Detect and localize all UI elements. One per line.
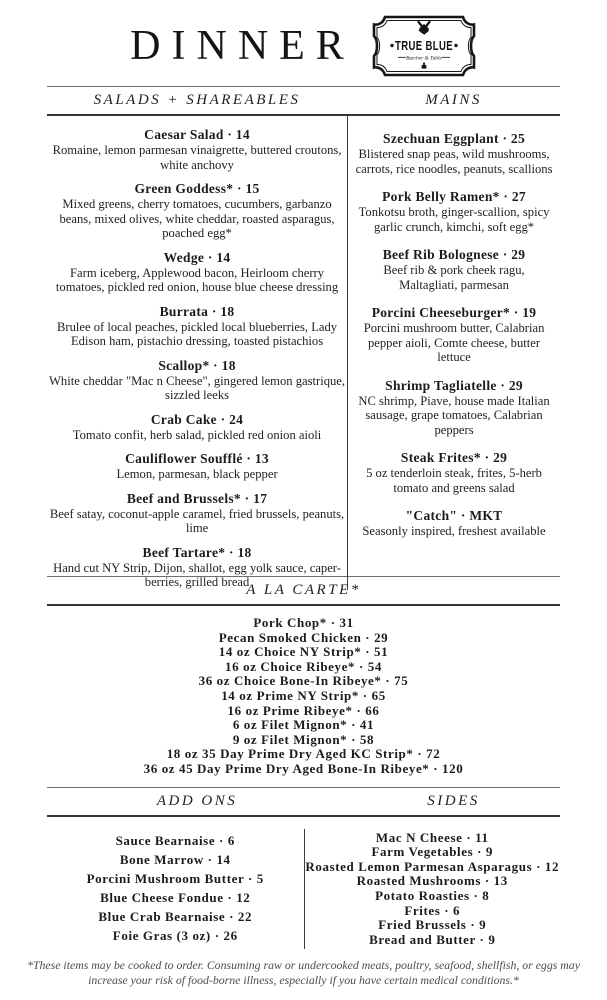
logo-name: TRUE BLUE	[394, 39, 453, 53]
menu-item	[47, 250, 347, 295]
top-section-heading-band	[47, 86, 560, 116]
menu-item-title: Beef Rib Bolognese · 29	[382, 247, 526, 262]
menu-item-description: NC shrimp, Piave, house made Italian sausage, grape tomatoes, Calabrian peppers	[358, 393, 550, 437]
alacarte-heading: A LA CARTE*	[246, 582, 361, 598]
footer-disclaimer-line-2: increase your risk of food-borne illness, especially if you have certain medical conditions.*	[88, 972, 519, 987]
bottom-section-heading-band	[47, 787, 560, 817]
menu-item-description: Tonkotsu broth, ginger-scallion, spicy garlic crunch, kimchi, soft egg*	[358, 205, 550, 234]
menu-item	[47, 412, 347, 443]
menu-item-description: Beef satay, coconut-apple caramel, fried brussels, peanuts, lime	[49, 506, 345, 535]
menu-item-title: Szechuan Eggplant · 25	[383, 131, 526, 146]
menu-item	[348, 508, 560, 539]
sides-column	[304, 829, 561, 949]
menu-item	[348, 450, 560, 495]
alacarte-item: 16 oz Choice Ribeye* · 54	[225, 658, 382, 674]
crossed-cleavers-icon	[415, 19, 433, 35]
menu-item-description: Tomato confit, herb salad, pickled red onion aioli	[72, 427, 322, 442]
menu-item-description: Blistered snap peas, wild mushrooms, carrots, rice noodles, peanuts, scallions	[355, 147, 553, 176]
menu-item-title: Scallop* · 18	[158, 357, 236, 373]
side-item: Bread and Butter · 9	[369, 931, 496, 947]
alacarte-list	[0, 606, 607, 787]
side-item: Roasted Mushrooms · 13	[356, 873, 508, 889]
salads-column	[47, 116, 347, 590]
menu-item	[47, 358, 347, 403]
menu-item-description: Seasonly inspired, freshest available	[362, 524, 546, 538]
menu-item-description: Lemon, parmesan, black pepper	[116, 467, 278, 481]
logo-tagline: Butcher & Table	[405, 55, 442, 62]
menu-item-title: Caesar Salad · 14	[144, 127, 250, 142]
true-blue-logo	[371, 14, 477, 78]
addon-item: Blue Cheese Fondue · 12	[100, 889, 251, 905]
menu-item	[47, 304, 347, 349]
footer-disclaimer	[0, 958, 607, 988]
menu-item-description: Hand cut NY Strip, Dijon, shallot, egg yolk sauce, caper-berries, grilled bread	[53, 560, 341, 589]
addon-item: Bone Marrow · 14	[119, 851, 231, 867]
addons-heading: ADD ONS	[156, 792, 238, 809]
alacarte-item: Pecan Smoked Chicken · 29	[218, 629, 389, 645]
menu-item-title: Beef Tartare* · 18	[142, 544, 252, 560]
menu-item-description: White cheddar "Mac n Cheese", gingered lemon gastrique, sizzled leeks	[49, 373, 346, 402]
menu-item	[348, 247, 560, 292]
logo-ornament-icon	[421, 63, 426, 69]
menu-item-description: Brulee of local peaches, pickled local blueberries, Lady Edison ham, pistachio dressing, toasted pistachios	[57, 319, 338, 348]
menu-item	[47, 491, 347, 536]
alacarte-item: 9 oz Filet Mignon* · 58	[232, 731, 375, 747]
alacarte-item: Pork Chop* · 31	[253, 615, 354, 630]
alacarte-item: 16 oz Prime Ribeye* · 66	[227, 702, 380, 718]
menu-item-description: 5 oz tenderloin steak, frites, 5-herb tomato and greens salad	[366, 466, 542, 495]
addon-item: Foie Gras (3 oz) · 26	[112, 927, 238, 943]
mains-heading: MAINS	[425, 92, 482, 108]
menu-item-title: Beef and Brussels* · 17	[126, 490, 268, 506]
salads-shareables-heading: SALADS + SHAREABLES	[93, 92, 301, 108]
menu-item-title: Steak Frites* · 29	[400, 450, 508, 465]
side-item: Frites · 6	[404, 902, 461, 918]
menu-item-title: Porcini Cheeseburger* · 19	[371, 305, 537, 320]
menu-item-title: Shrimp Tagliatelle · 29	[385, 377, 523, 393]
menu-item-title: "Catch" · MKT	[405, 508, 503, 523]
menu-item-title: Cauliflower Soufflé · 13	[125, 451, 269, 466]
side-item: Potato Roasties · 8	[375, 887, 490, 903]
addon-item: Porcini Mushroom Butter · 5	[86, 870, 264, 886]
menu-item	[348, 131, 560, 176]
alacarte-item: 18 oz 35 Day Prime Dry Aged KC Strip* · 72	[166, 746, 441, 762]
menu-item-description: Farm iceberg, Applewood bacon, Heirloom cherry tomatoes, pickled red onion, house blue cheese dressing	[55, 265, 339, 294]
bottom-menu-columns	[47, 817, 560, 949]
side-item: Farm Vegetables · 9	[371, 844, 494, 860]
side-item: Roasted Lemon Parmesan Asparagus · 12	[305, 858, 560, 874]
side-item: Fried Brussels · 9	[378, 917, 487, 933]
footer-disclaimer-line-1: *These items may be cooked to order. Consuming raw or undercooked meats, poultry, seafood, shellfish, or eggs may	[27, 957, 580, 972]
alacarte-item: 6 oz Filet Mignon* · 41	[232, 717, 375, 733]
page-title: DINNER	[130, 23, 355, 69]
alacarte-item: 14 oz Prime NY Strip* · 65	[221, 687, 386, 703]
menu-item-title: Wedge · 14	[163, 249, 231, 265]
alacarte-item: 36 oz 45 Day Prime Dry Aged Bone-In Ribeye* · 120	[143, 760, 464, 776]
menu-item	[348, 189, 560, 234]
menu-item-description: Porcini mushroom butter, Calabrian pepper aioli, Comte cheese, butter lettuce	[363, 321, 545, 364]
menu-item-title: Green Goddess* · 15	[134, 181, 260, 196]
menu-item	[47, 127, 347, 172]
mains-column	[347, 116, 560, 590]
menu-item	[47, 451, 347, 482]
addons-column	[47, 829, 304, 949]
menu-item	[348, 378, 560, 438]
addon-item: Sauce Bearnaise · 6	[115, 832, 235, 848]
sides-heading: SIDES	[427, 792, 480, 809]
alacarte-item: 36 oz Choice Bone-In Ribeye* · 75	[198, 673, 409, 689]
menu-item-description: Romaine, lemon parmesan vinaigrette, buttered croutons, white anchovy	[52, 143, 342, 172]
alacarte-item: 14 oz Choice NY Strip* · 51	[218, 644, 389, 660]
true-blue-badge-icon	[371, 14, 477, 78]
addon-item: Blue Crab Bearnaise · 22	[98, 908, 253, 924]
menu-item	[47, 181, 347, 241]
menu-item-title: Pork Belly Ramen* · 27	[382, 189, 526, 204]
menu-item-description: Mixed greens, cherry tomatoes, cucumbers, garbanzo beans, mixed olives, white cheddar, roasted asparagus, poached egg*	[59, 197, 335, 240]
menu-item-description: Beef rib & pork cheek ragu, Maltagliati, parmesan	[383, 263, 525, 292]
menu-item	[348, 305, 560, 365]
top-menu-columns	[47, 116, 560, 589]
side-item: Mac N Cheese · 11	[375, 829, 489, 845]
menu-item-title: Burrata · 18	[159, 303, 235, 319]
menu-item-title: Crab Cake · 24	[150, 411, 244, 427]
menu-header	[0, 0, 607, 86]
